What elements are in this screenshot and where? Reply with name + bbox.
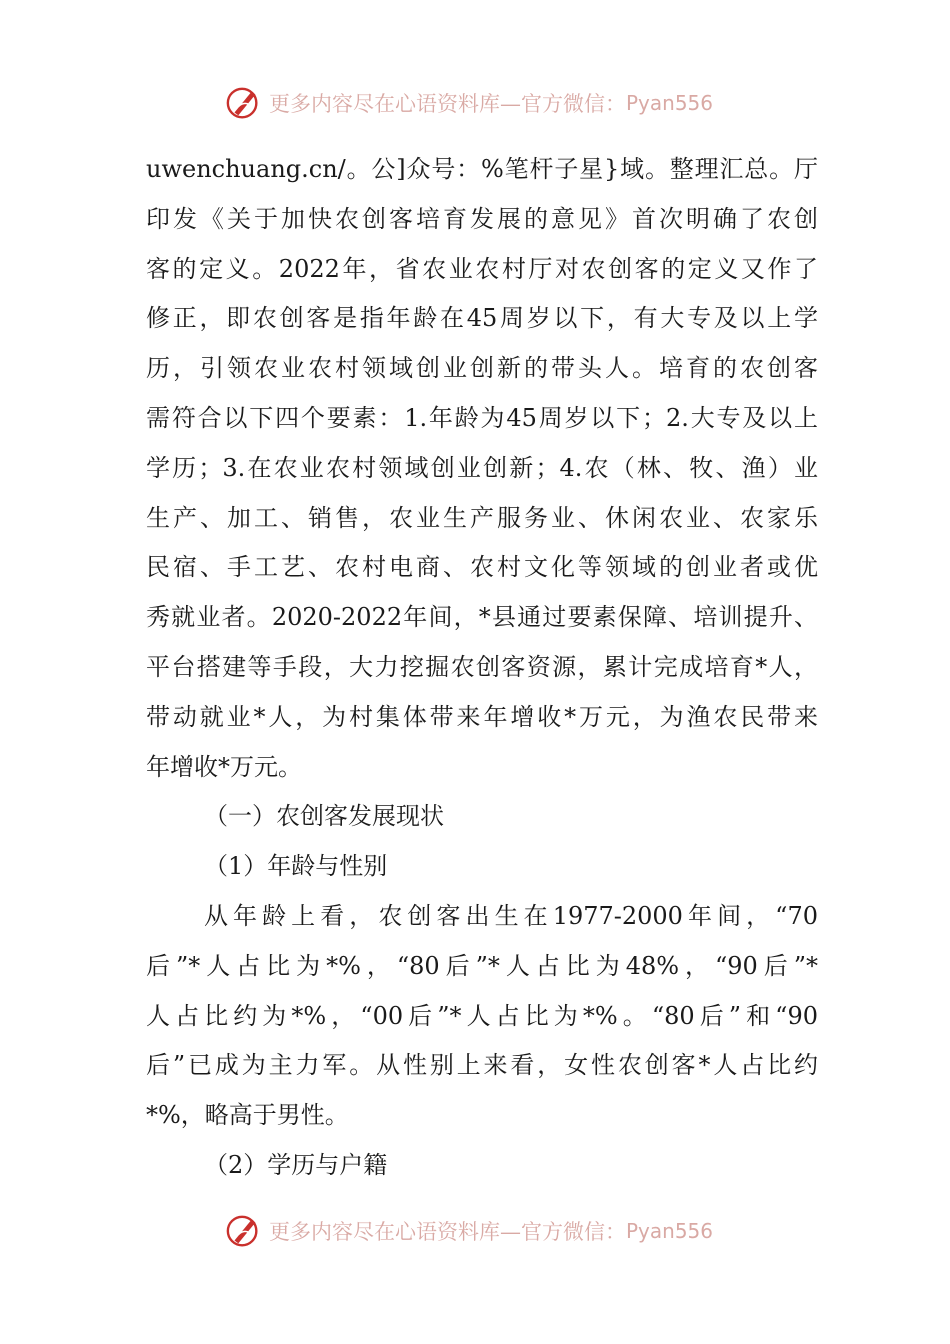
text-line: 客的定义。2022年，省农业农村厅对农创客的定义又作了 — [146, 254, 818, 283]
text-line: 带动就业*人，为村集体带来年增收*万元，为渔农民带来 — [146, 702, 818, 731]
text-line: 从年龄上看，农创客出生在1977-2000年间，“70 — [204, 901, 818, 930]
banner-text: 更多内容尽在心语资料库—官方微信： — [269, 92, 626, 116]
wechat-id: Pyan556 — [626, 1219, 714, 1243]
text-line: 需符合以下四个要素：1.年龄为45周岁以下；2.大专及以上 — [146, 403, 818, 432]
text-line: 平台搭建等手段，大力挖掘农创客资源，累计完成培育*人， — [146, 652, 818, 681]
wechat-id: Pyan556 — [626, 91, 714, 115]
text-line: 秀就业者。2020-2022年间，*县通过要素保障、培训提升、 — [146, 603, 818, 632]
text-line: *%，略高于男性。 — [146, 1101, 349, 1130]
section-heading: （一）农创客发展现状 — [204, 802, 444, 831]
text-line: 后”已成为主力军。从性别上来看，女性农创客*人占比约 — [146, 1051, 818, 1080]
text-line: uwenchuang.cn/。公]众号：%笔杆子星}域。整理汇总。厅 — [146, 155, 818, 183]
text-line: 生产、加工、销售，农业生产服务业、休闲农业、农家乐 — [146, 503, 818, 532]
text-line: 历，引领农业农村领域创业创新的带头人。培育的农创客 — [146, 354, 818, 383]
text-line: 印发《关于加快农创客培育发展的意见》首次明确了农创 — [146, 204, 818, 233]
text-line: 学历；3.在农业农村领域创业创新；4.农（林、牧、渔）业 — [146, 453, 818, 482]
text-line: 后”*人占比为*%，“80后”*人占比为48%，“90后”* — [146, 951, 818, 980]
document-body — [146, 145, 818, 1191]
pen-circle-logo-icon — [225, 1212, 263, 1250]
text-line: 修正，即农创客是指年龄在45周岁以下，有大专及以上学 — [146, 304, 818, 333]
watermark-banner-bottom — [225, 1211, 713, 1251]
text-line: 年增收*万元。 — [146, 752, 302, 781]
pen-circle-logo-icon — [225, 84, 263, 122]
text-line: 民宿、手工艺、农村电商、农村文化等领域的创业者或优 — [146, 553, 818, 582]
watermark-banner-top — [225, 83, 713, 123]
banner-text: 更多内容尽在心语资料库—官方微信： — [269, 1220, 626, 1244]
subsection-heading: （2）学历与户籍 — [204, 1150, 388, 1179]
subsection-heading: （1）年龄与性别 — [204, 852, 388, 881]
text-line: 人占比约为*%，“00后”*人占比为*%。“80后”和“90 — [146, 1001, 818, 1030]
